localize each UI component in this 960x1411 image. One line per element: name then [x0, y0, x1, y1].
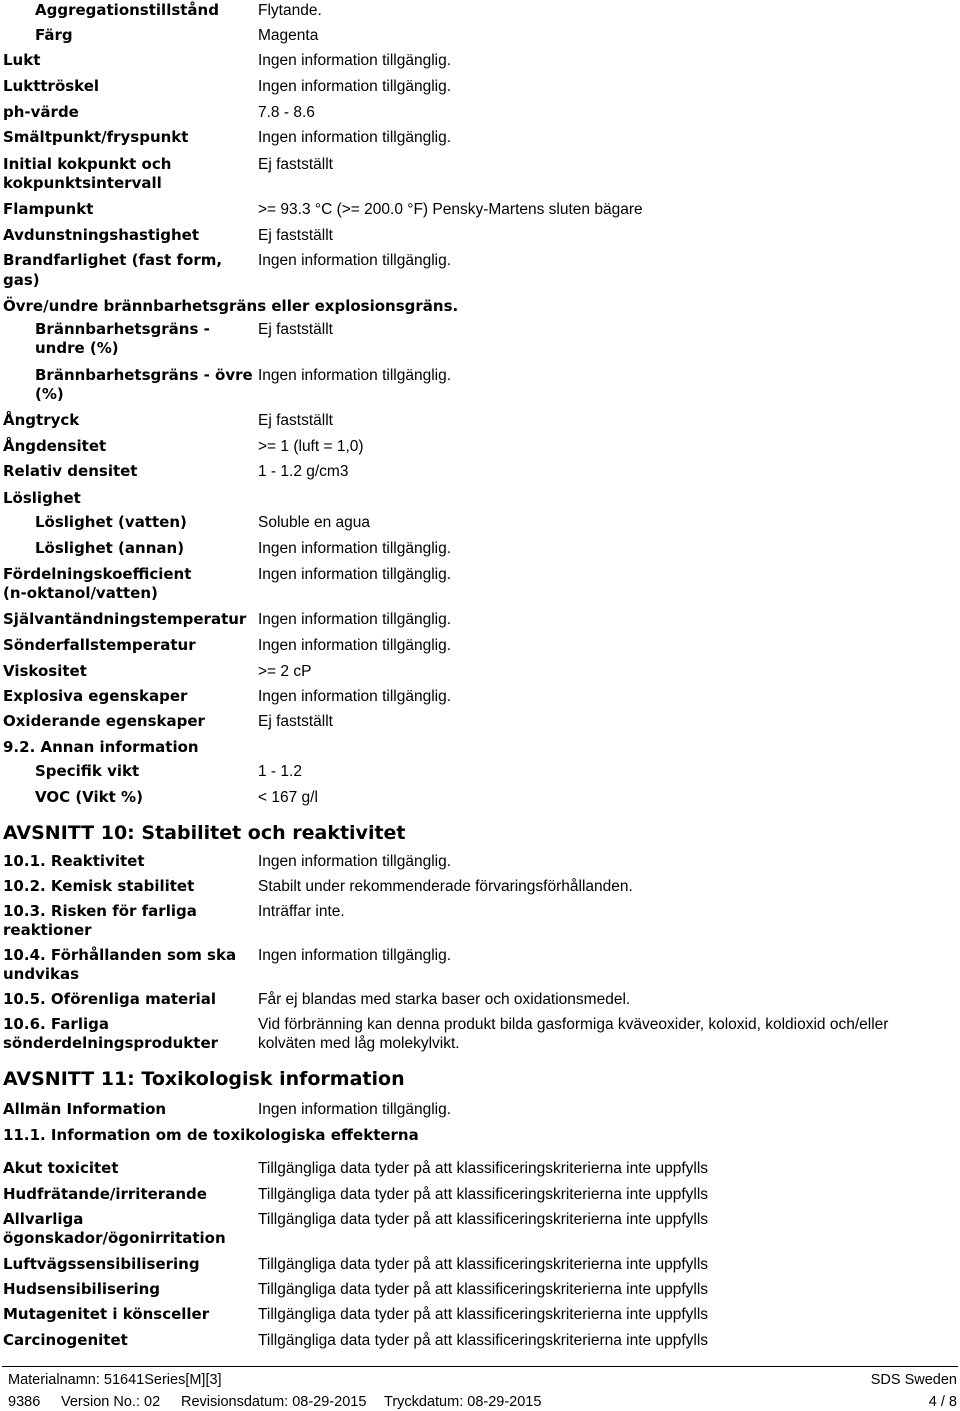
footer-doc-number: 9386	[8, 1394, 41, 1410]
autoignition-label: Självantändningstemperatur	[3, 610, 247, 628]
hazardous-reactions-value: Inträffar inte.	[258, 903, 345, 920]
other-information-heading: 9.2. Annan information	[3, 738, 199, 756]
skin-sensitisation-label: Hudsensibilisering	[3, 1280, 161, 1298]
evaporation-label: Avdunstningshastighet	[3, 226, 200, 244]
acute-toxicity-label: Akut toxicitet	[3, 1159, 119, 1177]
specific-gravity-label: Specifik vikt	[35, 762, 140, 780]
lower-limit-label: Brännbarhetsgräns -	[35, 320, 210, 338]
vapor-density-label: Ångdensitet	[3, 437, 107, 455]
decomposition-products-value: Vid förbränning kan denna produkt bilda gasformiga kväveoxider, koloxid, koldioxid och/eller	[258, 1016, 889, 1033]
relative-density-label: Relativ densitet	[3, 462, 138, 480]
mutagenicity-label: Mutagenitet i könsceller	[3, 1305, 210, 1323]
solubility-other-label: Löslighet (annan)	[35, 539, 185, 557]
color-label: Färg	[35, 26, 73, 44]
conditions-to-avoid-label-cont: undvikas	[3, 965, 80, 983]
solubility-water-value: Soluble en agua	[258, 514, 371, 531]
section-10-title: AVSNITT 10: Stabilitet och reaktivitet	[3, 822, 406, 844]
skin-corrosion-label: Hudfrätande/irriterande	[3, 1185, 207, 1203]
melting-value: Ingen information tillgänglig.	[258, 129, 452, 146]
eye-damage-label: Allvarliga	[3, 1210, 84, 1228]
partition-coefficient-label: Fördelningskoefficient	[3, 565, 192, 583]
decomposition-products-label: 10.6. Farliga	[3, 1015, 109, 1033]
flammability-value: Ingen information tillgänglig.	[258, 252, 452, 269]
footer-version: Version No.: 02	[61, 1394, 161, 1410]
melting-label: Smältpunkt/fryspunkt	[3, 128, 189, 146]
incompatible-materials-value: Får ej blandas med starka baser och oxidationsmedel.	[258, 991, 631, 1008]
conditions-to-avoid-value: Ingen information tillgänglig.	[258, 947, 452, 964]
incompatible-materials-label: 10.5. Oförenliga material	[3, 990, 217, 1008]
ph-label: ph-värde	[3, 103, 79, 121]
lower-limit-label-cont: undre (%)	[35, 339, 119, 357]
footer-print-date: Tryckdatum: 08-29-2015	[384, 1394, 542, 1410]
skin-sensitisation-value: Tillgängliga data tyder på att klassificeringskriterierna inte uppfylls	[258, 1281, 709, 1298]
decomposition-products-value-cont: kolväten med låg molekylvikt.	[258, 1035, 460, 1052]
acute-toxicity-value: Tillgängliga data tyder på att klassificeringskriterierna inte uppfylls	[258, 1160, 709, 1177]
section-11-title: AVSNITT 11: Toxikologisk information	[3, 1068, 405, 1090]
footer-revision-date: Revisionsdatum: 08-29-2015	[181, 1394, 367, 1410]
respiratory-sensitisation-value: Tillgängliga data tyder på att klassificeringskriterierna inte uppfylls	[258, 1256, 709, 1273]
odor-threshold-label: Lukttröskel	[3, 77, 100, 95]
reactivity-label: 10.1. Reaktivitet	[3, 852, 145, 870]
explosive-properties-label: Explosiva egenskaper	[3, 687, 188, 705]
footer-sds-region: SDS Sweden	[870, 1372, 957, 1388]
boiling-label-cont: kokpunktsintervall	[3, 174, 162, 192]
upper-limit-value: Ingen information tillgänglig.	[258, 367, 452, 384]
vapor-pressure-value: Ej fastställt	[258, 412, 333, 429]
hazardous-reactions-label-cont: reaktioner	[3, 921, 92, 939]
solubility-water-label: Löslighet (vatten)	[35, 513, 187, 531]
general-information-value: Ingen information tillgänglig.	[258, 1101, 452, 1118]
boiling-label: Initial kokpunkt och	[3, 155, 172, 173]
flash-point-label: Flampunkt	[3, 200, 94, 218]
oxidizing-properties-value: Ej fastställt	[258, 713, 333, 730]
odor-threshold-value: Ingen information tillgänglig.	[258, 78, 452, 95]
decomposition-temp-label: Sönderfallstemperatur	[3, 636, 196, 654]
decomposition-temp-value: Ingen information tillgänglig.	[258, 637, 452, 654]
voc-value: < 167 g/l	[258, 789, 318, 806]
specific-gravity-value: 1 - 1.2	[258, 763, 302, 780]
evaporation-value: Ej fastställt	[258, 227, 333, 244]
footer-page-number: 4 / 8	[928, 1394, 957, 1410]
eye-damage-value: Tillgängliga data tyder på att klassificeringskriterierna inte uppfylls	[258, 1211, 709, 1228]
carcinogenicity-label: Carcinogenitet	[3, 1331, 128, 1349]
odor-label: Lukt	[3, 51, 41, 69]
vapor-pressure-label: Ångtryck	[3, 411, 80, 429]
solubility-label: Löslighet	[3, 489, 81, 507]
upper-limit-label-cont: (%)	[35, 385, 64, 403]
relative-density-value: 1 - 1.2 g/cm3	[258, 463, 349, 480]
general-information-label: Allmän Information	[3, 1100, 167, 1118]
flash-point-value: >= 93.3 °C (>= 200.0 °F) Pensky-Martens sluten bägare	[258, 201, 643, 218]
partition-coefficient-value: Ingen information tillgänglig.	[258, 566, 452, 583]
aggregation-value: Flytande.	[258, 2, 322, 19]
footer-material-name: Materialnamn: 51641Series[M][3]	[8, 1372, 222, 1388]
partition-coefficient-label-cont: (n-oktanol/vatten)	[3, 584, 158, 602]
solubility-other-value: Ingen information tillgänglig.	[258, 540, 452, 557]
footer-divider	[2, 1366, 958, 1367]
autoignition-value: Ingen information tillgänglig.	[258, 611, 452, 628]
reactivity-value: Ingen information tillgänglig.	[258, 853, 452, 870]
chemical-stability-value: Stabilt under rekommenderade förvaringsförhållanden.	[258, 878, 633, 895]
flammability-label-cont: gas)	[3, 271, 40, 289]
conditions-to-avoid-label: 10.4. Förhållanden som ska	[3, 946, 237, 964]
respiratory-sensitisation-label: Luftvägssensibilisering	[3, 1255, 200, 1273]
chemical-stability-label: 10.2. Kemisk stabilitet	[3, 877, 195, 895]
explosive-properties-value: Ingen information tillgänglig.	[258, 688, 452, 705]
odor-value: Ingen information tillgänglig.	[258, 52, 452, 69]
oxidizing-properties-label: Oxiderande egenskaper	[3, 712, 205, 730]
viscosity-value: >= 2 cP	[258, 663, 312, 680]
hazardous-reactions-label: 10.3. Risken för farliga	[3, 902, 197, 920]
aggregation-label: Aggregationstillstånd	[35, 1, 219, 19]
mutagenicity-value: Tillgängliga data tyder på att klassificeringskriterierna inte uppfylls	[258, 1306, 709, 1323]
viscosity-label: Viskositet	[3, 662, 87, 680]
color-value: Magenta	[258, 27, 319, 44]
flammability-label: Brandfarlighet (fast form,	[3, 251, 223, 269]
explosion-limits-heading: Övre/undre brännbarhetsgräns eller explosionsgräns.	[3, 297, 459, 315]
eye-damage-label-cont: ögonskador/ögonirritation	[3, 1229, 226, 1247]
upper-limit-label: Brännbarhetsgräns - övre	[35, 366, 253, 384]
skin-corrosion-value: Tillgängliga data tyder på att klassificeringskriterierna inte uppfylls	[258, 1186, 709, 1203]
vapor-density-value: >= 1 (luft = 1,0)	[258, 438, 364, 455]
decomposition-products-label-cont: sönderdelningsprodukter	[3, 1034, 219, 1052]
voc-label: VOC (Vikt %)	[35, 788, 143, 806]
lower-limit-value: Ej fastställt	[258, 321, 333, 338]
boiling-value: Ej fastställt	[258, 156, 333, 173]
ph-value: 7.8 - 8.6	[258, 104, 315, 121]
carcinogenicity-value: Tillgängliga data tyder på att klassificeringskriterierna inte uppfylls	[258, 1332, 709, 1349]
toxicological-effects-heading: 11.1. Information om de toxikologiska effekterna	[3, 1126, 419, 1144]
